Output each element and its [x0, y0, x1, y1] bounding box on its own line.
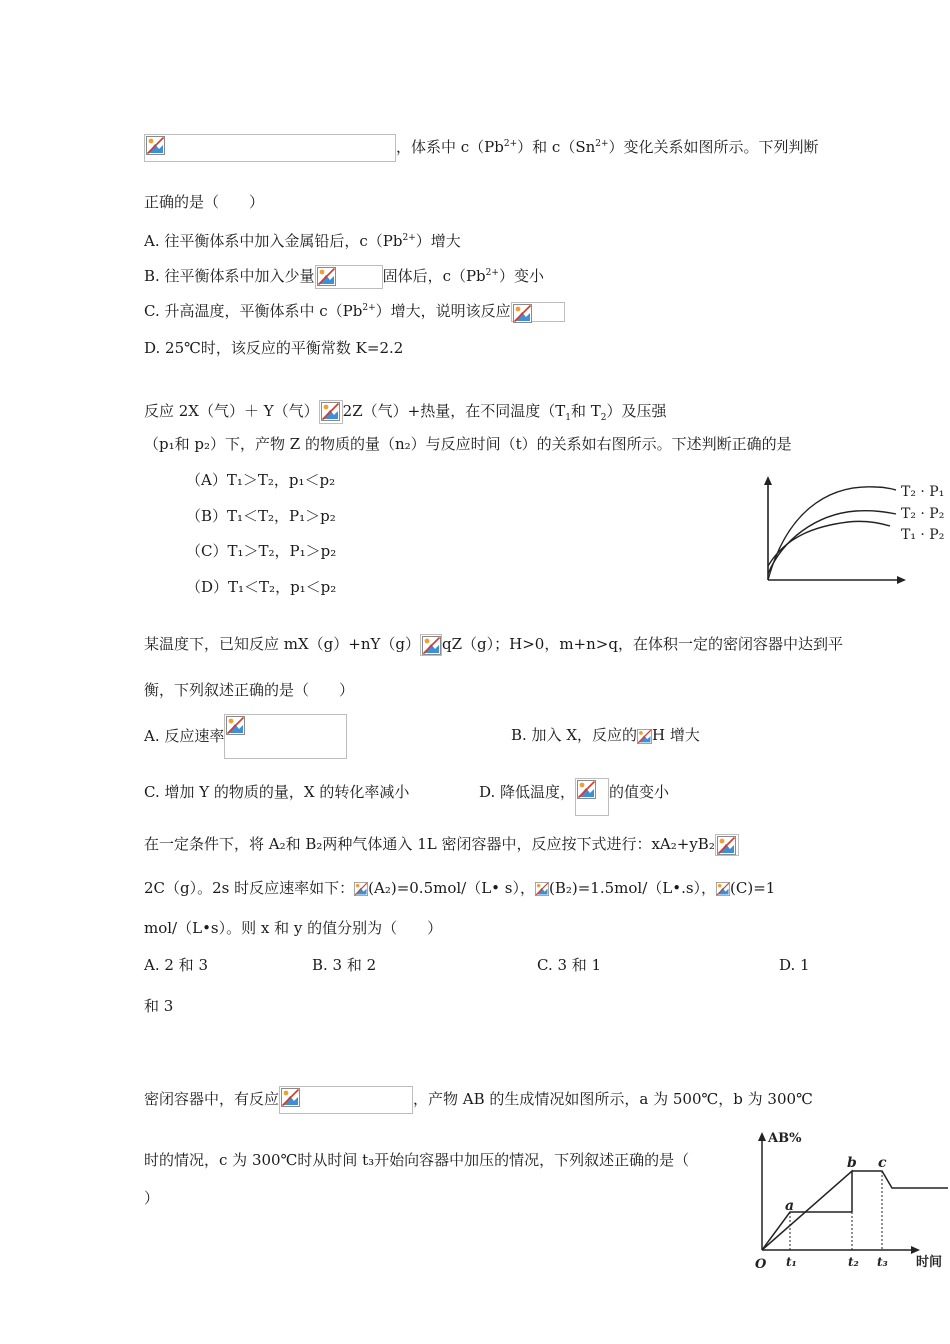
- y-axis-label: AB%: [768, 1131, 802, 1146]
- broken-image-icon: [715, 834, 739, 856]
- curve-t2-p1: [768, 487, 896, 580]
- broken-image-icon: [144, 134, 396, 162]
- x-axis-arrow: [897, 576, 906, 584]
- q3-option-d: D. 降低温度， 的值变小: [479, 778, 669, 816]
- x-axis-arrow: [911, 1246, 920, 1254]
- y-axis-arrow: [764, 476, 772, 485]
- curve-b: [762, 1171, 852, 1250]
- broken-image-icon: [637, 729, 652, 744]
- q1-line1: ，体系中 $c(Pb^{2+})$和 $c(Sn^{2+})$变化关系如图所示。下列判断: [144, 134, 819, 162]
- broken-image-icon: [315, 265, 383, 289]
- q2-line2: （p₁和 p₂）下，产物 Z 的物质的量（n₂）与反应时间（t）的关系如右图所示。下述判断正确的是: [144, 435, 792, 453]
- q2-option-a: （A）T₁＞T₂，p₁＜p₂: [186, 471, 336, 489]
- q5-ab-figure: [752, 1126, 950, 1272]
- q1-option-c: C. 升高温度，平衡体系中 $c(Pb^{2+})$增大，说明该反应: [144, 298, 565, 322]
- q4-option-c: C. 3 和 1: [537, 956, 602, 974]
- curve-a: [762, 1212, 852, 1250]
- q5-line3: ）: [144, 1189, 160, 1207]
- q3-option-a: A. 反应速率: [144, 714, 347, 759]
- q3-option-b: B. 加入 X，反应的 H 增大: [511, 726, 700, 744]
- y-axis-arrow: [758, 1132, 766, 1141]
- point-label-c: c: [878, 1155, 887, 1171]
- broken-image-icon: [279, 1086, 413, 1114]
- x-axis-label: 时间: [916, 1255, 943, 1270]
- q3-line1: 某温度下，已知反应 mX（g）+nY（g） qZ（g）；H>0，m+n>q，在体积一定的密闭容器中达到平: [144, 634, 843, 656]
- q3-option-c: C. 增加 Y 的物质的量，X 的转化率减小: [144, 783, 410, 801]
- origin-label: O: [755, 1257, 767, 1272]
- curve-c: [852, 1171, 948, 1188]
- point-label-a: a: [785, 1198, 795, 1214]
- tick-t2: t₂: [848, 1255, 859, 1269]
- broken-image-icon: [575, 778, 609, 816]
- q2-line1: 反应 2X（气）＋ Y（气） 2Z（气）+热量，在不同温度（$T_1$和 $T_2$）及压强: [144, 402, 667, 423]
- q4-option-a: A. 2 和 3: [144, 956, 208, 974]
- broken-image-icon: [319, 400, 343, 424]
- q2-option-c: （C）T₁＞T₂，P₁＞p₂: [186, 542, 337, 560]
- q2-option-b: （B）T₁＜T₂，P₁＞p₂: [186, 507, 336, 525]
- q1-line2: 正确的是（ ）: [144, 193, 265, 211]
- q4-option-d: D. 1: [779, 956, 810, 974]
- broken-image-icon: [535, 882, 549, 896]
- point-label-b: b: [847, 1155, 857, 1171]
- q1-option-d: D. 25℃时，该反应的平衡常数 K=2.2: [144, 339, 404, 357]
- q4-line1: 在一定条件下，将 A₂和 B₂两种气体通入 1L 密闭容器中，反应按下式进行：xA₂+yB₂: [144, 834, 739, 856]
- broken-image-icon: [224, 714, 347, 759]
- q2-option-d: （D）T₁＜T₂，p₁＜p₂: [186, 578, 337, 596]
- q4-option-d-cont: 和 3: [144, 997, 174, 1015]
- broken-image-icon: [716, 882, 730, 896]
- q5-line2: 时的情况，c 为 300℃时从时间 t₃开始向容器中加压的情况，下列叙述正确的是（: [144, 1151, 690, 1169]
- q4-line2: 2C（g）。2s 时反应速率如下： (A₂)=0.5mol/（L• s）， (B₂)=1.5mol/（L•.s）， (C)=1: [144, 879, 776, 897]
- curve-t1-p2: [768, 521, 890, 566]
- q5-line1: 密闭容器中，有反应 ，产物 AB 的生成情况如图所示，a 为 500℃，b 为 300℃: [144, 1086, 813, 1114]
- q3-line2: 衡，下列叙述正确的是（ ）: [144, 681, 355, 699]
- curve-t2-p2: [768, 511, 896, 574]
- tick-t1: t₁: [786, 1255, 797, 1269]
- q1-option-b: B. 往平衡体系中加入少量 固体后，$c(Pb^{2+})$变小: [144, 263, 544, 289]
- q4-option-b: B. 3 和 2: [312, 956, 377, 974]
- label-t2-p1: T₂ · P₁: [901, 484, 945, 500]
- q4-line3: mol/（L•s）。则 x 和 y 的值分别为（ ）: [144, 919, 443, 937]
- label-t1-p2: T₁ · P₂: [901, 527, 945, 543]
- label-t2-p2: T₂ · P₂: [901, 506, 945, 522]
- tick-t3: t₃: [877, 1255, 888, 1269]
- broken-image-icon: [420, 634, 442, 656]
- q1-option-a: A. 往平衡体系中加入金属铅后，$c(Pb^{2+})$增大: [144, 232, 461, 250]
- q2-curve-figure: [756, 474, 950, 588]
- broken-image-icon: [511, 302, 565, 322]
- broken-image-icon: [354, 882, 368, 896]
